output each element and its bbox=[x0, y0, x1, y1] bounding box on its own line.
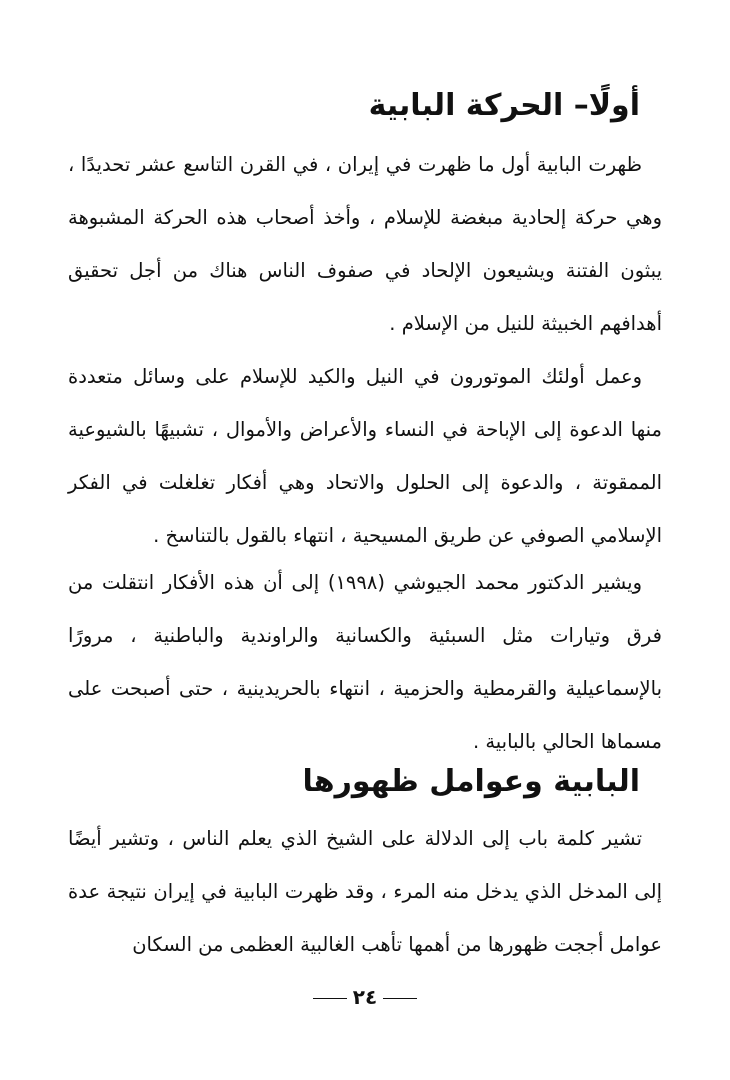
paragraph-text: ويشير الدكتور محمد الجيوشي (١٩٩٨) إلى أن هذه الأفكار انتقلت من فرق وتيارات مثل السبئية والكسانية والراوندية والباطنية ، مرورًا بالإسماعيلية والقرمطية والحزمية ، انتهاء بالحريدينية ، حتى أصبحت على مسماها الحالي بالبابية . bbox=[68, 571, 662, 753]
paragraph-text: ظهرت البابية أول ما ظهرت في إيران ، في القرن التاسع عشر تحديدًا ، وهي حركة إلحادية مبغضة للإسلام ، وأخذ أصحاب هذه الحركة المشبوهة يبثون الفتنة ويشيعون الإلحاد في صفوف الناس هناك من أجل تحقيق أهدافهم الخبيثة للنيل من الإسلام . bbox=[68, 153, 662, 335]
paragraph-bab-meaning bbox=[68, 812, 662, 971]
section-heading-babi-factors: البابية وعوامل ظهورها bbox=[302, 764, 640, 799]
paragraph-text: وعمل أولئك الموتورون في النيل والكيد للإسلام على وسائل متعددة منها الدعوة إلى الإباحة في النساء والأعراض والأموال ، تشبيهًا بالشيوعية الممقوتة ، والدعوة إلى الحلول والاتحاد وهي أفكار تغلغلت في الفكر الإسلامي الصوفي عن طريق المسيحية ، انتهاء بالقول بالتناسخ . bbox=[68, 365, 662, 547]
paragraph-babi-methods bbox=[68, 350, 662, 562]
page-number: ٢٤ bbox=[352, 985, 378, 1009]
footer-rule-left bbox=[313, 998, 347, 999]
page-footer bbox=[0, 982, 730, 1012]
paragraph-babi-origin bbox=[68, 138, 662, 350]
footer-rule-right bbox=[383, 998, 417, 999]
paragraph-text: تشير كلمة باب إلى الدلالة على الشيخ الذي يعلم الناس ، وتشير أيضًا إلى المدخل الذي يدخل منه المرء ، وقد ظهرت البابية في إيران نتيجة عدة عوامل أججت ظهورها من أهمها تأهب الغالبية العظمى من السكان bbox=[68, 827, 662, 956]
section-heading-babi-movement: أولًا– الحركة البابية bbox=[368, 88, 640, 123]
paragraph-jayoushi-citation bbox=[68, 556, 662, 768]
